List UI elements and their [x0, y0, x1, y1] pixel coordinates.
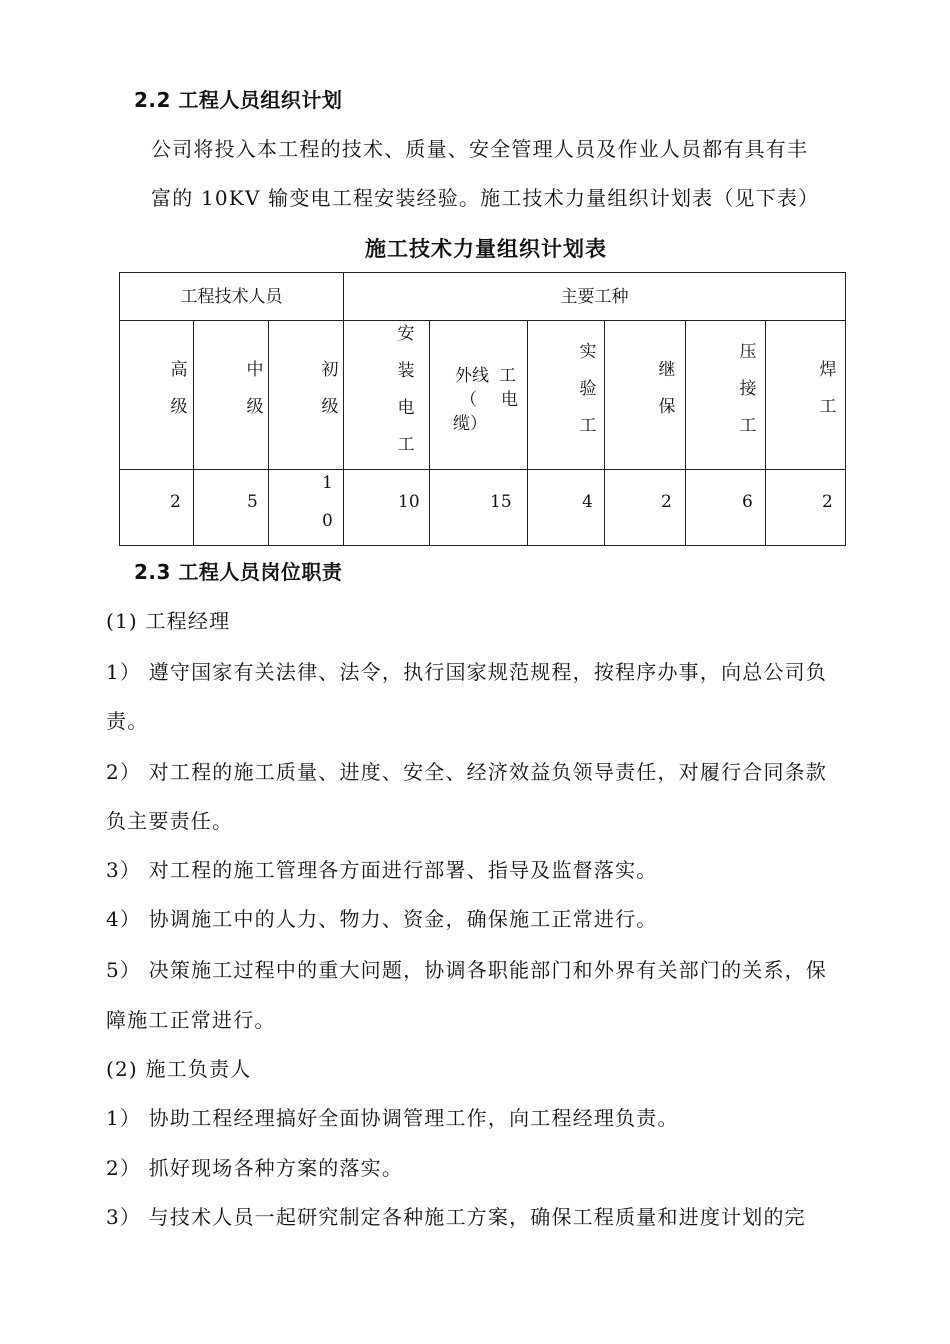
col-header-line-worker-part: 工 [499, 366, 516, 386]
col-header-crimper: 压 接 工 [739, 342, 757, 436]
section-heading-2-3: 2.3 工程人员岗位职责 [134, 560, 343, 584]
table-caption: 施工技术力量组织计划表 [365, 237, 607, 261]
duty-line: 4） 协调施工中的人力、物力、资金，确保施工正常进行。 [106, 907, 658, 931]
section-heading-2-2: 2.2 工程人员组织计划 [134, 88, 343, 112]
duty-line: 责。 [106, 709, 149, 733]
duty-line: 1） 遵守国家有关法律、法令，执行国家规范规程，按程序办事，向总公司负 [106, 660, 828, 684]
group-header-main-trades: 主要工种 [560, 287, 629, 307]
duty-line: 障施工正常进行。 [106, 1008, 276, 1032]
value-relay: 2 [661, 492, 672, 512]
duty-line: 2） 抓好现场各种方案的落实。 [106, 1156, 404, 1180]
value-tester: 4 [582, 492, 593, 512]
subheading-construction-lead: (2) 施工负责人 [106, 1057, 252, 1081]
table-col-divider [527, 320, 528, 546]
value-crimper: 6 [742, 492, 753, 512]
col-header-tester: 实 验 工 [579, 342, 597, 436]
table-col-divider [429, 320, 430, 546]
table-rule-values [119, 469, 846, 470]
intro-paragraph-line-2: 富的 10KV 输变电工程安装经验。施工技术力量组织计划表（见下表） [151, 186, 820, 210]
duty-line: 2） 对工程的施工质量、进度、安全、经济效益负领导责任，对履行合同条款 [106, 760, 828, 784]
duty-line: 3） 对工程的施工管理各方面进行部署、指导及监督落实。 [106, 858, 658, 882]
table-border-bottom [119, 545, 846, 546]
col-header-installer: 安 装 电 工 [397, 324, 415, 455]
duty-line: 5） 决策施工过程中的重大问题，协调各职能部门和外界有关部门的关系，保 [106, 958, 828, 982]
duty-line: 负主要责任。 [106, 809, 234, 833]
table-border-left [119, 272, 120, 546]
subheading-project-manager: (1) 工程经理 [106, 609, 231, 633]
value-junior-digit-2: 0 [322, 511, 333, 531]
value-line-worker: 15 [490, 492, 512, 512]
staffing-table [0, 0, 950, 600]
table-group-divider [343, 272, 344, 546]
col-header-senior: 高 级 [170, 360, 188, 417]
table-col-divider [268, 320, 269, 546]
table-rule-header [119, 320, 846, 321]
col-header-line-worker: 外线 [455, 366, 489, 386]
value-middle: 5 [247, 492, 258, 512]
intro-paragraph-line-1: 公司将投入本工程的技术、质量、安全管理人员及作业人员都有具有丰 [151, 137, 809, 161]
group-header-tech-staff: 工程技术人员 [180, 287, 283, 307]
col-header-middle: 中 级 [246, 360, 264, 417]
table-col-divider [765, 320, 766, 546]
duty-line: 3） 与技术人员一起研究制定各种施工方案，确保工程质量和进度计划的完 [106, 1205, 806, 1229]
table-border-top [119, 272, 846, 273]
duty-line: 1） 协助工程经理搞好全面协调管理工作，向工程经理负责。 [106, 1106, 679, 1130]
col-header-line-worker-cable: 缆） [453, 414, 487, 434]
col-header-welder: 焊 工 [819, 360, 837, 417]
table-col-divider [685, 320, 686, 546]
value-welder: 2 [822, 492, 833, 512]
col-header-line-worker-paren: （ [460, 390, 477, 410]
table-col-divider [193, 320, 194, 546]
col-header-junior: 初 级 [321, 360, 339, 417]
value-installer: 10 [398, 492, 420, 512]
table-border-right [845, 272, 846, 546]
value-junior-digit-1: 1 [322, 473, 333, 493]
col-header-relay: 继 保 [658, 360, 676, 417]
col-header-line-worker-electric: 电 [501, 390, 518, 410]
table-col-divider [604, 320, 605, 546]
value-senior: 2 [170, 492, 181, 512]
